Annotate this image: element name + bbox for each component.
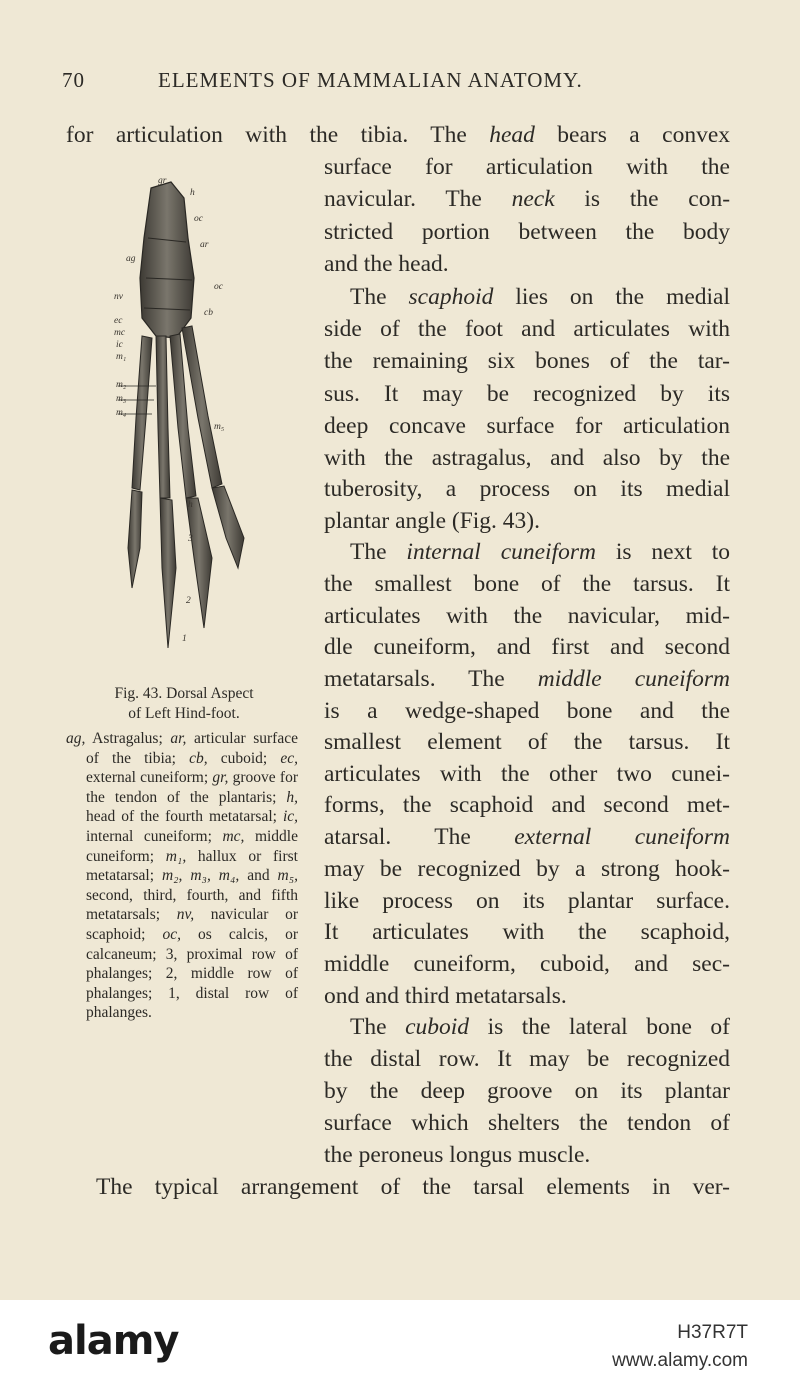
text-line: middle cuneiform, cuboid, and sec-: [324, 951, 730, 977]
fig-label-mc: mc: [114, 328, 126, 338]
fig-label-ic: ic: [116, 340, 123, 350]
text-line: The scaphoid lies on the medial: [350, 284, 731, 310]
text-line: and the head.: [324, 251, 449, 277]
text-line: articulates with the navicular, mid-: [324, 603, 730, 629]
text-line: with the astragalus, and also by the: [324, 445, 730, 471]
text-line: tuberosity, a process on its medial: [324, 476, 730, 502]
text-line: The cuboid is the lateral bone of: [350, 1014, 731, 1040]
text-line: It articulates with the scaphoid,: [324, 919, 730, 945]
text-line: smallest element of the tarsus. It: [324, 729, 730, 755]
fig-label-m4: m₄: [116, 408, 127, 418]
figure-caption-title: Fig. 43. Dorsal Aspect of Left Hind-foot.: [114, 685, 254, 722]
text-line: by the deep groove on its plantar: [324, 1078, 730, 1104]
text-line: the remaining six bones of the tar-: [324, 348, 730, 374]
text-line: may be recognized by a strong hook-: [324, 856, 730, 882]
figure-legend: ag, Astragalus; ar, articular surface of the tibia; cb, cuboid; ec, external cuneiform; gr, groove for the tendon of the plantaris; h, head of the fourth metatarsal; ic, internal cuneiform; mc, middle cuneiform; m₁, hallux or first metatarsal; m₂, m₃, m₄, and m₅, second, third, fourth, and fifth metatarsals; nv, navicular or scaphoid; oc, os calcis, or calcaneum; 3, proximal row of phalanges; 2, middle row of phalanges; 1, distal row of phalanges.: [66, 730, 299, 1022]
text-line: side of the foot and articulates with: [324, 316, 730, 342]
text-line: The internal cuneiform is next to: [350, 539, 731, 565]
fig-label-ec: ec: [114, 316, 123, 326]
fig-label-1: 1: [182, 634, 187, 644]
text-line: the smallest bone of the tarsus. It: [324, 571, 730, 597]
text-line: deep concave surface for articulation: [324, 413, 730, 439]
fig-label-nv: nv: [114, 292, 123, 302]
text-line: like process on its plantar surface.: [324, 888, 730, 914]
text-line: the peroneus longus muscle.: [324, 1142, 591, 1168]
page-number: 70: [62, 68, 85, 92]
text-line: articulates with the other two cunei-: [324, 761, 730, 787]
alamy-logo: alamy: [48, 1318, 179, 1364]
fig-label-h: h: [188, 500, 193, 510]
image-id: H37R7T: [677, 1322, 748, 1343]
text-line: metatarsals. The middle cuneiform: [324, 666, 730, 692]
fig-label-ag: ag: [126, 254, 136, 264]
fig-label-m3: m₃: [116, 394, 127, 404]
text-line: sus. It may be recognized by its: [324, 381, 730, 407]
text-line: atarsal. The external cuneiform: [324, 824, 730, 850]
fig-label-h-top: h: [190, 188, 195, 198]
text-line: plantar angle (Fig. 43).: [324, 508, 541, 534]
fig-label-ar: ar: [200, 240, 209, 250]
fig-label-oc-top: oc: [194, 214, 203, 224]
text-line: The typical arrangement of the tarsal elements in ver-: [96, 1174, 730, 1200]
text-line: navicular. The neck is the con-: [324, 186, 731, 212]
text-line: surface which shelters the tendon of: [324, 1110, 730, 1136]
fig-label-cb: cb: [204, 308, 213, 318]
text-line: for articulation with the tibia. The head bears a convex: [66, 122, 731, 148]
fig-label-3: 3: [188, 534, 193, 544]
fig-label-2: 2: [186, 596, 191, 606]
running-title: ELEMENTS OF MAMMALIAN ANATOMY.: [158, 68, 583, 92]
text-line: the distal row. It may be recognized: [324, 1046, 730, 1072]
text-line: is a wedge-shaped bone and the: [324, 698, 730, 724]
fig-label-oc: oc: [214, 282, 223, 292]
fig-label-m2: m₂: [116, 380, 127, 390]
fig-label-m1: m₁: [116, 352, 127, 362]
fig-label-gr: gr: [158, 176, 167, 186]
fig-label-m5: m₅: [214, 422, 225, 432]
text-line: stricted portion between the body: [324, 219, 730, 245]
site-url: www.alamy.com: [612, 1350, 748, 1371]
text-line: surface for articulation with the: [324, 154, 730, 180]
text-line: forms, the scaphoid and second met-: [324, 792, 730, 818]
text-line: ond and third metatarsals.: [324, 983, 567, 1009]
foot-skeleton-illustration: [96, 168, 286, 673]
text-line: dle cuneiform, and first and second: [324, 634, 730, 660]
foot-skeleton-figure: [96, 168, 286, 673]
